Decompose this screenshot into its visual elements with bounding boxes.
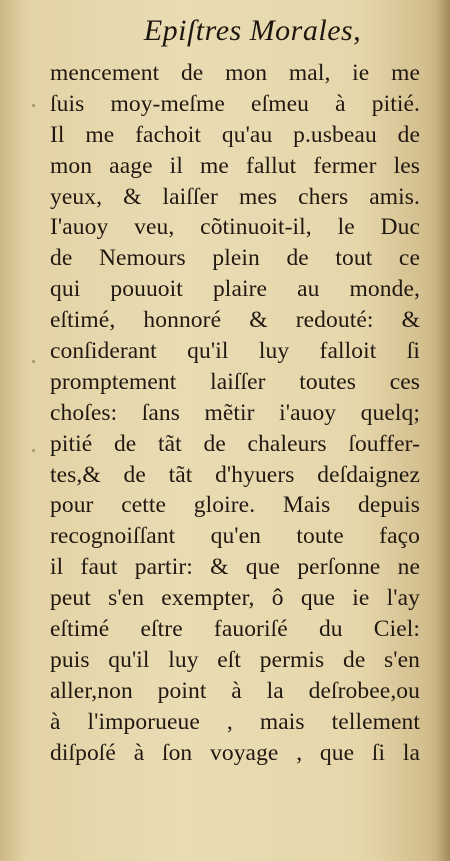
text-line: diſpoſé à ſon voyage , que ſi la xyxy=(50,739,420,766)
gutter-marks xyxy=(2,0,22,861)
text-line: recognoiſſant qu'en toute faço xyxy=(50,523,420,550)
text-line: Il me fachoit qu'au p.usbeau de xyxy=(50,121,420,148)
text-line: peut s'en exempter, ô que ie l'ay xyxy=(50,585,420,612)
text-line: yeux, & laiſſer mes chers amis. xyxy=(50,183,420,210)
text-line: I'auoy veu, cõtinuoit-il, le Duc xyxy=(50,214,420,241)
text-line: puis qu'il luy eſt permis de s'en xyxy=(50,646,420,673)
running-header: Epiſtres Morales, xyxy=(143,14,362,47)
text-line: tes,& de tãt d'hyuers deſdaignez xyxy=(50,461,420,488)
text-line: à l'imporueue , mais tellement xyxy=(50,708,420,735)
text-line: choſes: ſans mẽtir i'auoy quelq; xyxy=(50,399,420,426)
text-line: eſtimé, honnoré & redouté: & xyxy=(50,307,420,334)
text-line: pour cette gloire. Mais depuis xyxy=(50,492,420,519)
text-line: de Nemours plein de tout ce xyxy=(50,245,420,272)
text-line: promptement laiſſer toutes ces xyxy=(50,368,420,395)
text-line: mencement de mon mal, ie me xyxy=(50,60,420,86)
text-line: qui pouuoit plaire au monde, xyxy=(50,276,420,303)
text-line: pitié de tãt de chaleurs ſouffer- xyxy=(50,430,420,457)
text-line: il faut partir: & que perſonne ne xyxy=(50,554,420,581)
text-line: mon aage il me fallut fermer les xyxy=(50,152,420,179)
text-line: ſuis moy-meſme eſmeu à pitié. xyxy=(50,90,420,117)
gutter-dot xyxy=(32,360,35,363)
body-text xyxy=(50,58,420,768)
text-line: eſtimé eſtre fauoriſé du Ciel: xyxy=(50,616,420,643)
text-line: aller,non point à la deſrobee,ou xyxy=(50,677,420,704)
gutter-dot xyxy=(32,104,35,107)
gutter-dot xyxy=(32,449,35,452)
text-line: conſiderant qu'il luy falloit ſi xyxy=(50,338,420,365)
